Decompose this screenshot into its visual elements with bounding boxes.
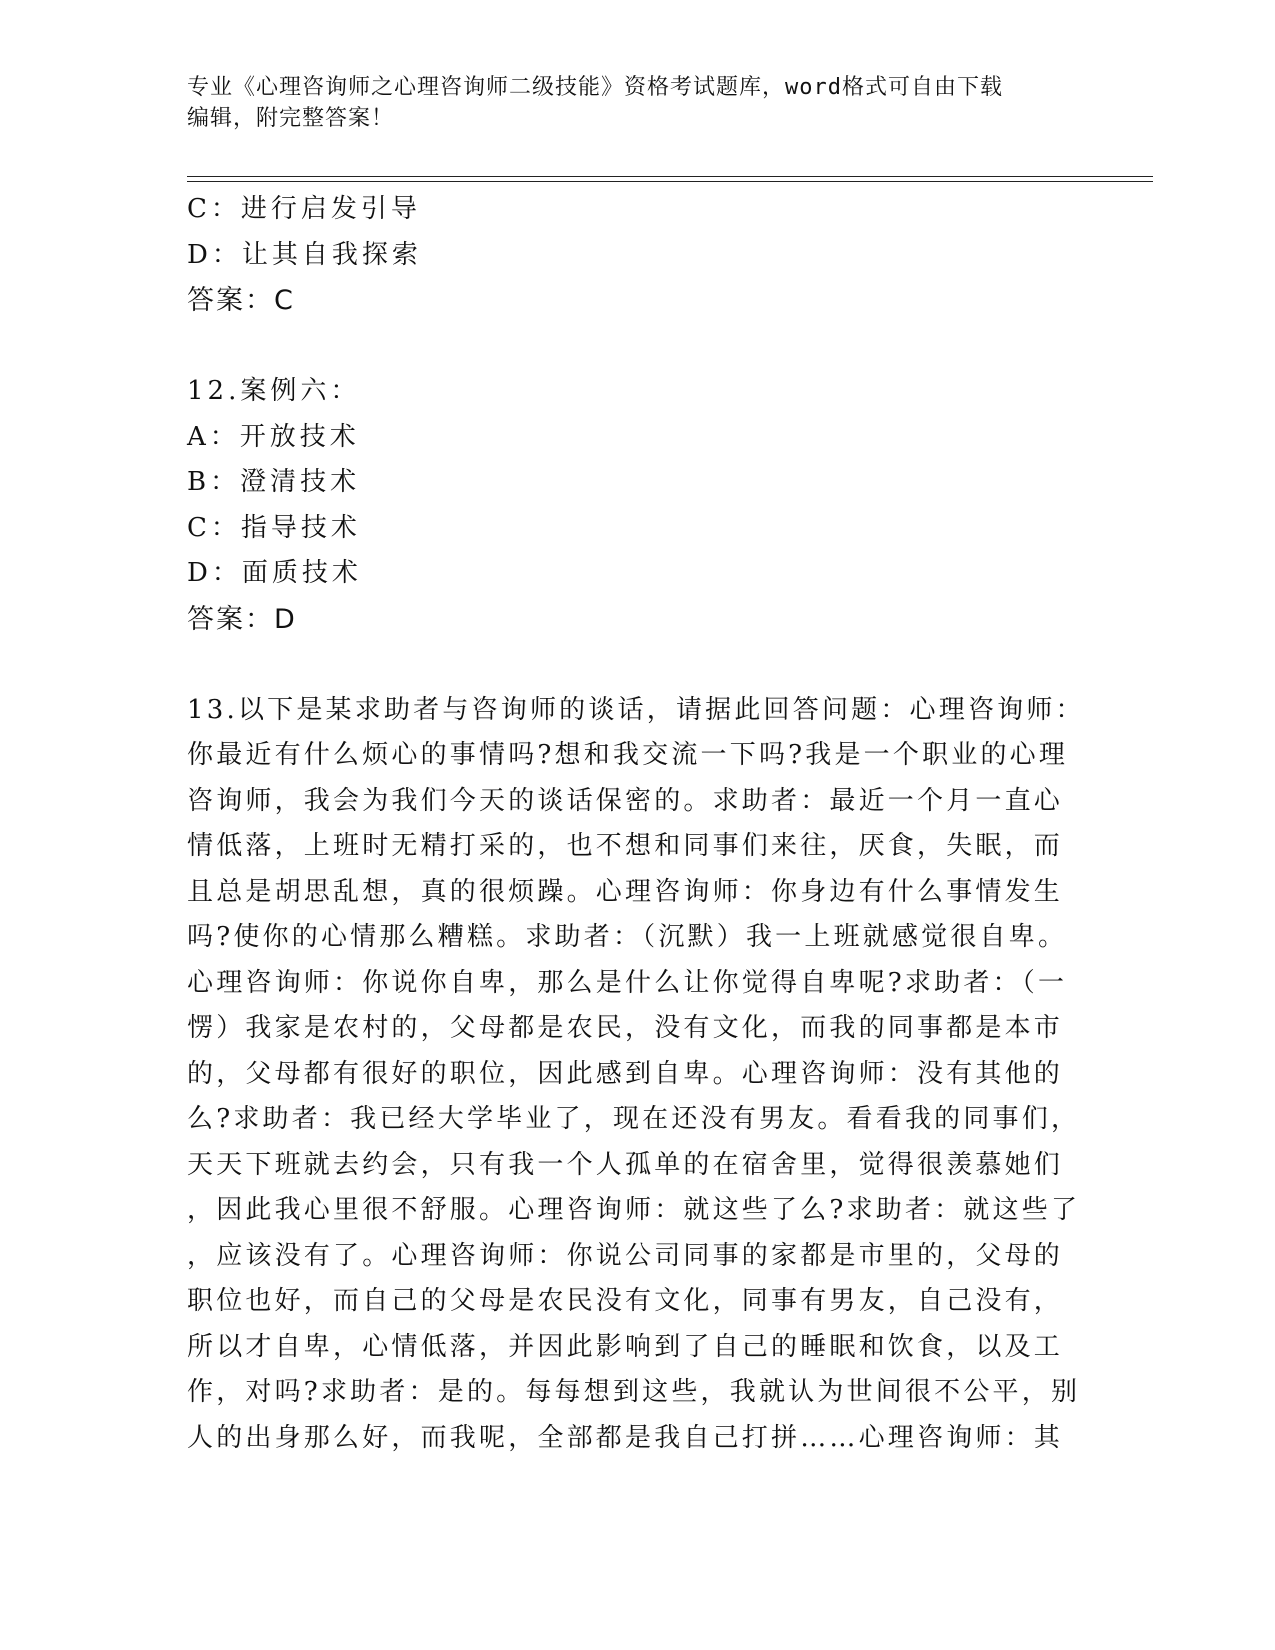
passage-line: 且总是胡思乱想，真的很烦躁。心理咨询师：你身边有什么事情发生: [187, 876, 1064, 907]
passage-line: 天天下班就去约会，只有我一个人孤单的在宿舍里，觉得很羡慕她们: [187, 1149, 1064, 1180]
passage-line: ，因此我心里很不舒服。心理咨询师：就这些了么?求助者：就这些了: [187, 1195, 1081, 1225]
header-rule-top: [187, 176, 1153, 177]
question-12: [187, 369, 1087, 642]
option-d: D：让其自我探索: [187, 239, 422, 270]
passage-line: 情低落，上班时无精打采的，也不想和同事们来往，厌食，失眠，而: [187, 831, 1064, 861]
passage-line: 吗?使你的心情那么糟糕。求助者：（沉默）我一上班就感觉很自卑。: [187, 922, 1068, 952]
passage-line: 13.以下是某求助者与咨询师的谈话，请据此回答问题：心理咨询师：: [187, 694, 1085, 725]
passage-line: 愣）我家是农村的，父母都是农民，没有文化，而我的同事都是本市: [187, 1013, 1064, 1043]
passage-line: 人的出身那么好，而我呢，全部都是我自己打拼……心理咨询师：其: [187, 1422, 1064, 1453]
passage-line: 心理咨询师：你说你自卑，那么是什么让你觉得自卑呢?求助者：（一: [187, 967, 1068, 998]
passage-line: ，应该没有了。心理咨询师：你说公司同事的家都是市里的，父母的: [187, 1240, 1064, 1271]
header-line-2: 编辑，附完整答案！: [187, 106, 395, 131]
spacer: [187, 324, 1087, 370]
answer: 答案：C: [187, 285, 295, 316]
option-c: C：进行启发引导: [187, 194, 421, 224]
header-rule-bottom: [187, 181, 1153, 182]
passage-line: 咨询师，我会为我们今天的谈话保密的。求助者：最近一个月一直心: [187, 785, 1064, 816]
prev-question: [187, 187, 1087, 324]
question-stem: 12.案例六：: [187, 376, 361, 406]
answer: 答案：D: [187, 603, 297, 635]
option-d: D：面质技术: [187, 558, 362, 588]
passage-line: 你最近有什么烦心的事情吗?想和我交流一下吗?我是一个职业的心理: [187, 740, 1069, 770]
passage-line: 的，父母都有很好的职位，因此感到自卑。心理咨询师：没有其他的: [187, 1058, 1064, 1089]
option-b: B：澄清技术: [187, 467, 361, 497]
document-header: [187, 72, 1067, 134]
option-c: C：指导技术: [187, 512, 361, 543]
passage-line: 职位也好，而自己的父母是农民没有文化，同事有男友，自己没有，: [187, 1286, 1064, 1316]
page-content: [187, 187, 1087, 1461]
passage-line: 作，对吗?求助者：是的。每每想到这些，我就认为世间很不公平，别: [187, 1377, 1081, 1407]
option-a: A：开放技术: [187, 421, 360, 452]
passage-line: 所以才自卑，心情低落，并因此影响到了自己的睡眠和饮食，以及工: [187, 1331, 1064, 1362]
header-line-1: 专业《心理咨询师之心理咨询师二级技能》资格考试题库，word格式可自由下载: [187, 75, 1003, 100]
passage-line: 么?求助者：我已经大学毕业了，现在还没有男友。看看我的同事们，: [187, 1104, 1081, 1134]
spacer: [187, 642, 1087, 688]
question-13: [187, 688, 1087, 1462]
